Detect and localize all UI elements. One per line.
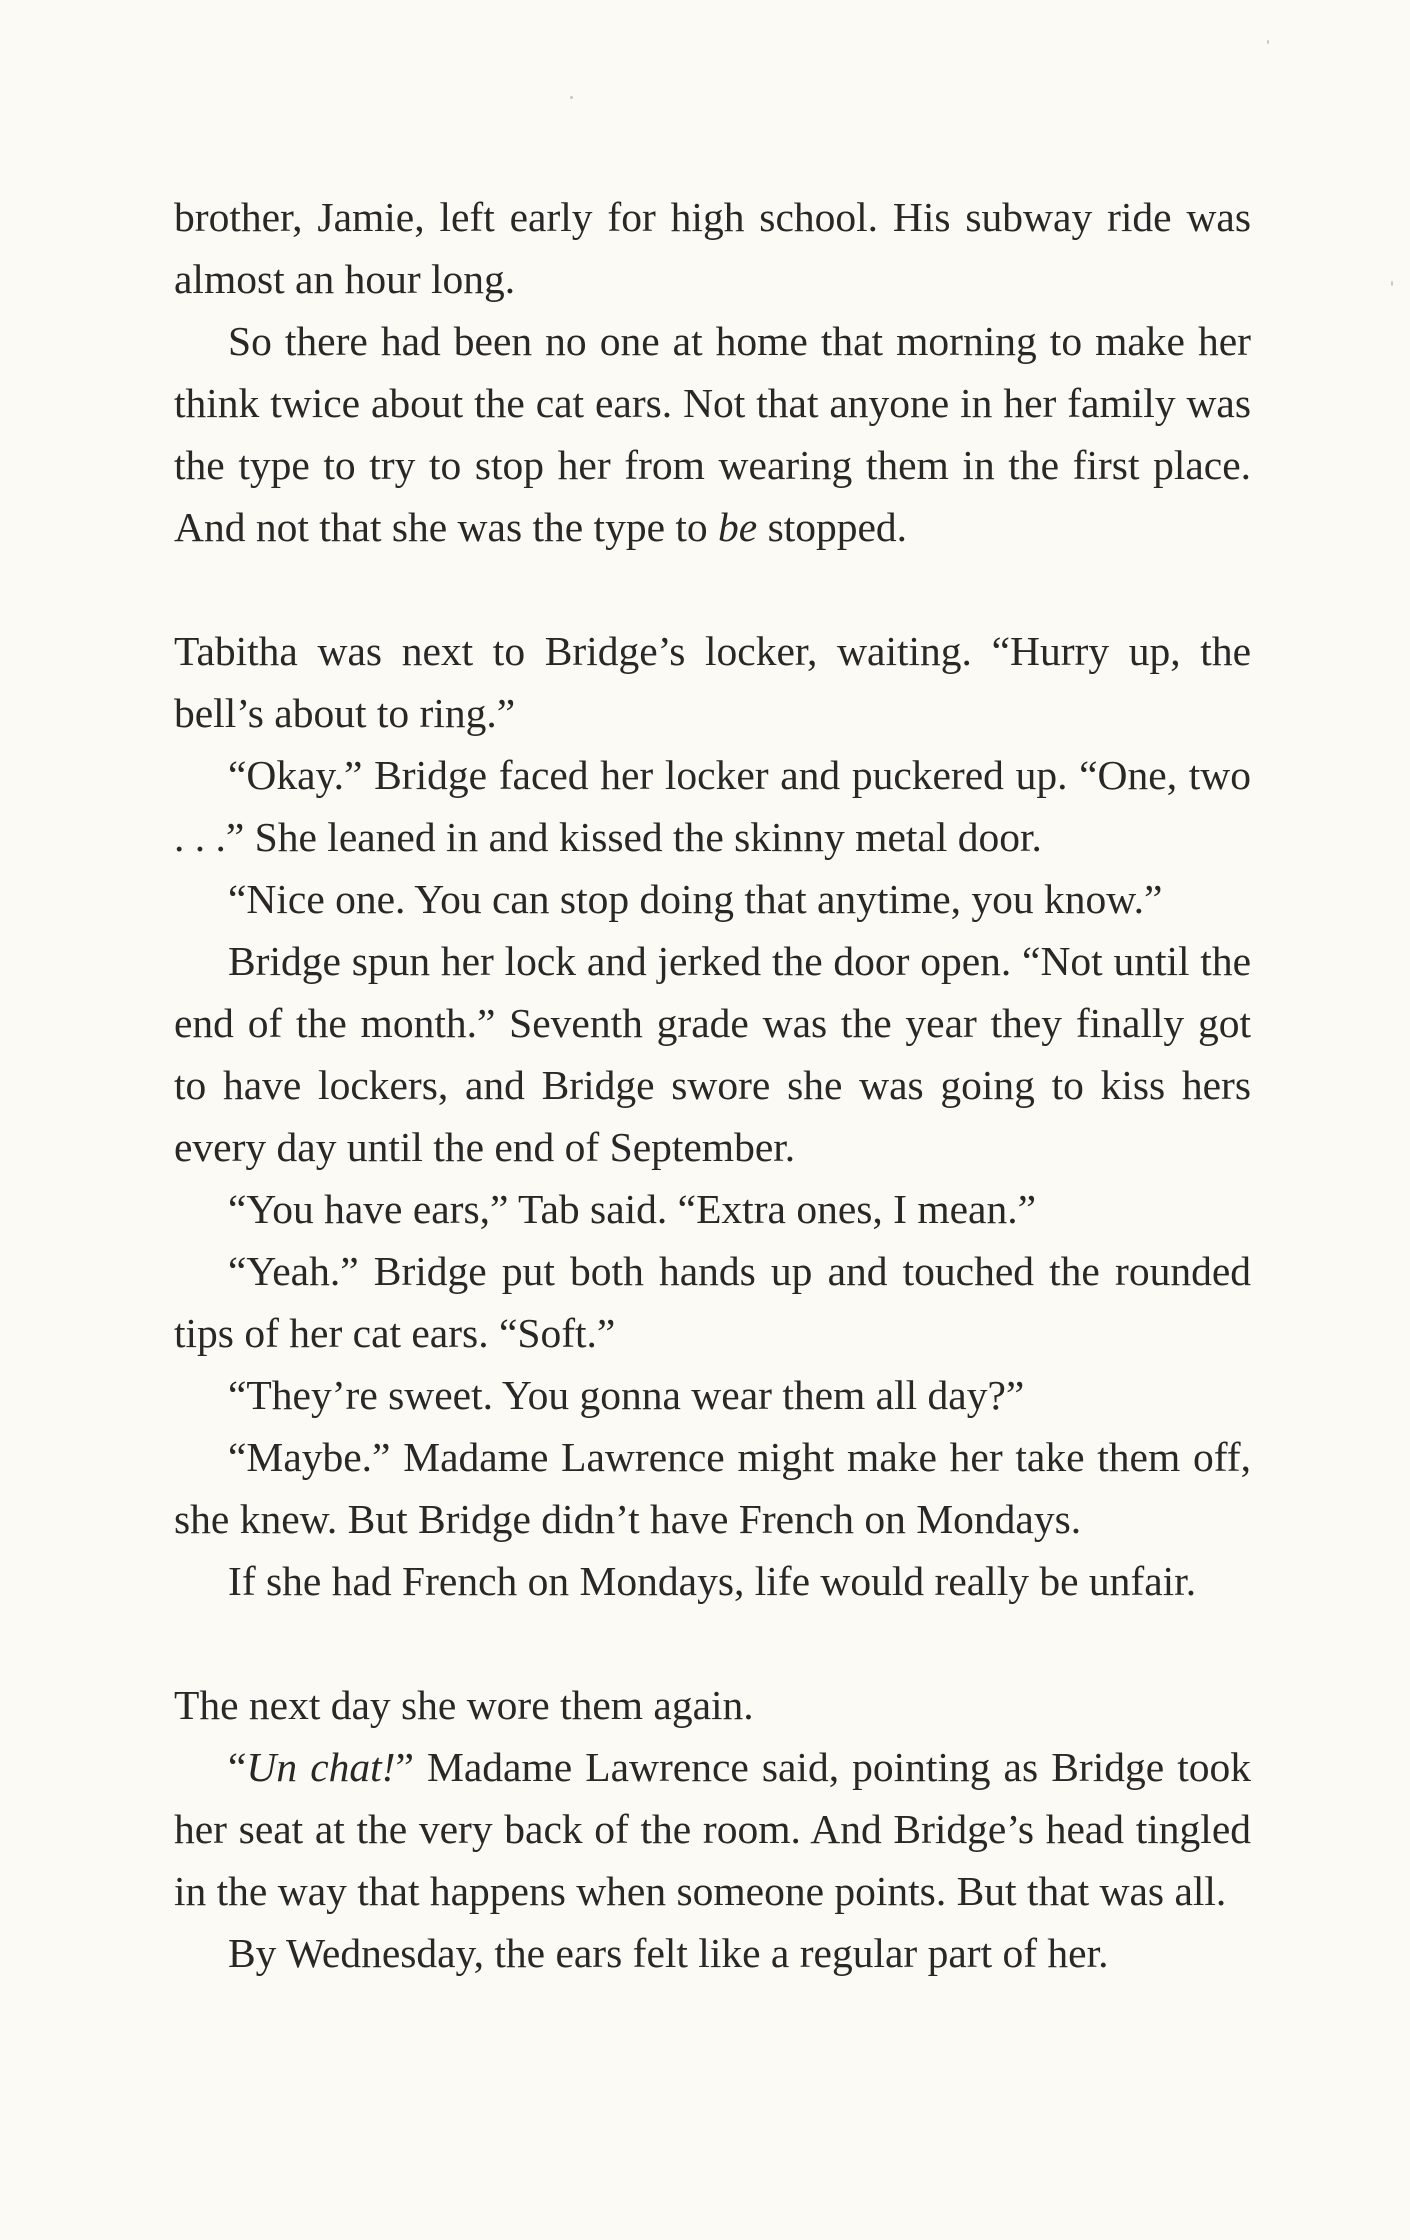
paragraph-p13 [174,1736,1251,1922]
paragraph-p7 [174,1178,1251,1240]
paragraph-p2 [174,310,1251,558]
paragraph-p10 [174,1426,1251,1550]
italic-text: be [718,504,758,550]
text-segment: By Wednesday, the ears felt like a regular part of her. [228,1930,1109,1976]
paragraph-p1 [174,186,1251,310]
text-segment: “You have ears,” Tab said. “Extra ones, I mean.” [228,1186,1036,1232]
paragraph-p11 [174,1550,1251,1612]
paragraph-p5 [174,868,1251,930]
paragraph-p9 [174,1364,1251,1426]
paragraph-p4 [174,744,1251,868]
paragraph-p14 [174,1922,1251,1984]
paragraph-p8 [174,1240,1251,1364]
paper-speck [1391,281,1393,286]
text-segment: “Yeah.” Bridge put both hands up and touched the rounded tips of her cat ears. “Soft.” [174,1248,1251,1356]
text-segment: “They’re sweet. You gonna wear them all day?” [228,1372,1025,1418]
paragraph-p3 [174,620,1251,744]
text-segment: Tabitha was next to Bridge’s locker, waiting. “Hurry up, the bell’s about to ring.” [174,628,1251,736]
paper-speck [570,96,573,99]
text-segment: ” Madame Lawrence said, pointing as Bridge took her seat at the very back of the room. And Bridge’s head tingled in the way that happens when someone points. But that was all. [174,1744,1251,1914]
text-segment: So there had been no one at home that morning to make her think twice about the cat ears. Not that anyone in her family was the type to try to stop her from wearing them in the first place. And not that she was the type to [174,318,1251,550]
text-segment: “ [228,1744,247,1790]
text-segment: “Maybe.” Madame Lawrence might make her take them off, she knew. But Bridge didn’t have French on Mondays. [174,1434,1251,1542]
text-segment: If she had French on Mondays, life would really be unfair. [228,1558,1197,1604]
text-segment: “Nice one. You can stop doing that anytime, you know.” [228,876,1163,922]
paper-speck [1267,40,1269,44]
paragraph-p6 [174,930,1251,1178]
text-segment: Bridge spun her lock and jerked the door open. “Not until the end of the month.” Seventh grade was the year they finally got to have lockers, and Bridge swore she was going to kiss hers every day until the end of September. [174,938,1251,1170]
text-segment: brother, Jamie, left early for high school. His subway ride was almost an hour long. [174,194,1251,302]
text-segment: The next day she wore them again. [174,1682,754,1728]
paragraph-p12 [174,1674,1251,1736]
body-text [174,186,1251,1984]
text-segment: stopped. [757,504,908,550]
text-segment: “Okay.” Bridge faced her locker and puckered up. “One, two . . .” She leaned in and kissed the skinny metal door. [174,752,1251,860]
italic-text: Un chat! [246,1744,396,1790]
